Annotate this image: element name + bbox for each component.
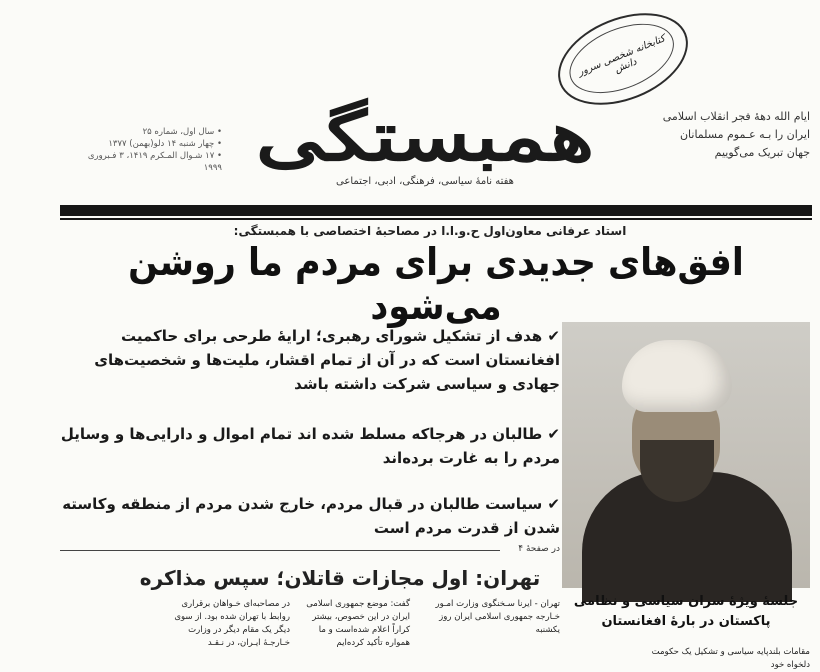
issue-info [72,126,222,174]
article-column: تهران - ایرنا سـخنگوی وزارت امـور خـارجه جمهوری اسلامی ایران روز یکشنبه [435,599,560,635]
page-reference: در صفحهٔ ۴ [518,544,560,554]
greeting-line: ایران را بـه عـموم مسلمانان [679,128,810,141]
greeting-line: جهان تبریک می‌گوییم [714,146,810,159]
bullet-point: ✔ طالبان در هرجاکه مسلط شده اند تمام اموال و دارایی‌ها و وسایل مردم را به غارت برده‌اند [60,425,560,467]
article-column: در مصاحبه‌ای خـواهان برقراری روابط با تهران شده بود. از سوی دیگر یک مقام دیگر در وزارت خـارجـهٔ ایـران، در نـقـد [174,599,290,648]
main-headline: افق‌های جدیدی برای مردم ما روشن می‌شود [128,240,744,328]
masthead-tagline: هفته نامهٔ سیاسی، فرهنگی، ادبی، اجتماعی [336,176,514,187]
issue-line: • ۱۷ شـوال المـکرم ۱۴۱۹، ۳ فـبروری ۱۹۹۹ [87,151,222,173]
article-column: مقامات بلندپایه سیاسی و تشکیل یک حکومت دلخواه خود [651,647,810,670]
headline-kicker: استاد عرفانی معاون‌اول ح.و.ا.ا در مصاحبهٔ اختصاصی با همبستگی: [233,224,627,238]
bullet-point: ✔ سیاست طالبان در قبال مردم، خارج شدن مردم از منطقه وکاسته شدن از قدرت مردم است [62,495,560,537]
second-headline: تهران: اول مجازات قاتلان؛ سپس مذاکره [139,566,541,590]
bullet-point: ✔ هدف از تشکیل شورای رهبری؛ ارایهٔ طرحی برای حاکمیت افغانستان است که در آن از تمام اقشار، ملیت‌ها و شخصیت‌های جهادی و سیاسی شرکت داشته باشد [94,327,560,393]
portrait-photo [562,322,810,588]
stamp-text: کتابخانه شخصی سرور دانش [576,33,667,79]
masthead-logo-block [240,97,610,192]
issue-line: • سال اول، شماره ۲۵ [142,127,222,137]
article-column: گفت: موضع جمهوری اسلامی ایران در این خصوص، بیشتر کراراً اعلام شده‌است و ما همواره تأکید کرده‌ایم [306,599,410,648]
newspaper-logo: همبستگی [255,97,595,177]
issue-line: • چهار شنبه ۱۴ دلو(بهمن) ۱۳۷۷ [108,139,222,149]
photo-caption: جلسهٔ ویژهٔ سران سیاسی و نظامی پاکستان در بارهٔ افغانستان [573,594,799,629]
photo-turban [622,340,732,412]
greeting-line: ایام الله دههٔ فجر انقلاب اسلامی [662,110,810,123]
masthead-rule-thin [60,218,812,220]
masthead-rule [60,205,812,216]
